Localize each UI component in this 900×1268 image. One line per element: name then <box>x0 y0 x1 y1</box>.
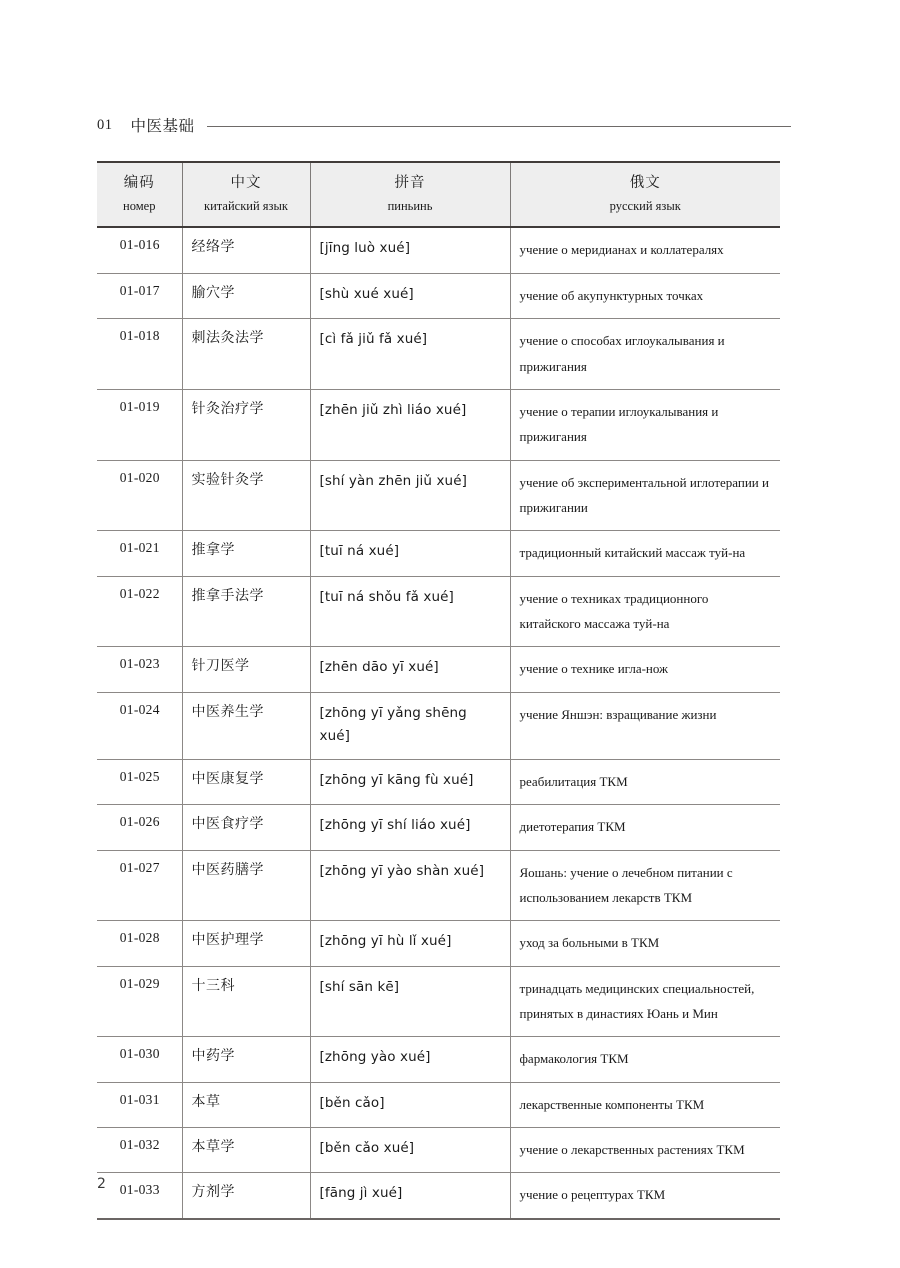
cell-chinese: 中医食疗学 <box>182 805 310 850</box>
cell-russian: учение Яншэн: взращивание жизни <box>510 692 780 759</box>
cell-pinyin: [zhōng yī shí liáo xué] <box>310 805 510 850</box>
table-row <box>97 319 780 390</box>
cell-pinyin: [shí sān kē] <box>310 966 510 1037</box>
table-row <box>97 531 780 576</box>
cell-code: 01-031 <box>97 1082 182 1127</box>
cell-code: 01-027 <box>97 850 182 921</box>
table-row <box>97 1082 780 1127</box>
cell-russian: учение о рецептурах ТКМ <box>510 1173 780 1219</box>
table-row <box>97 759 780 804</box>
running-head-section-title: 中医基础 <box>130 117 195 135</box>
cell-code: 01-020 <box>97 460 182 531</box>
cell-pinyin: [zhōng yī hù lǐ xué] <box>310 921 510 966</box>
cell-russian: учение о техниках традиционного китайского массажа туй-на <box>510 576 780 647</box>
cell-russian: реабилитация ТКМ <box>510 759 780 804</box>
cell-pinyin: [shù xué xué] <box>310 273 510 318</box>
cell-pinyin: [cì fǎ jiǔ fǎ xué] <box>310 319 510 390</box>
cell-chinese: 中医护理学 <box>182 921 310 966</box>
table-row <box>97 227 780 273</box>
table-row <box>97 1037 780 1082</box>
cell-pinyin: [zhōng yī yǎng shēng xué] <box>310 692 510 759</box>
cell-code: 01-025 <box>97 759 182 804</box>
glossary-table <box>97 161 780 1220</box>
table-row <box>97 460 780 531</box>
cell-chinese: 针灸治疗学 <box>182 389 310 460</box>
cell-code: 01-022 <box>97 576 182 647</box>
cell-russian: учение о терапии иглоукалывания и прижигания <box>510 389 780 460</box>
column-header-russian <box>510 162 780 227</box>
cell-code: 01-029 <box>97 966 182 1037</box>
cell-pinyin: [zhēn dāo yī xué] <box>310 647 510 692</box>
column-header-chinese <box>182 162 310 227</box>
column-header-chinese-ru: китайский язык <box>204 199 288 214</box>
column-header-pinyin-zh: 拼音 <box>394 175 426 191</box>
cell-russian: тринадцать медицинских специальностей, принятых в династиях Юань и Мин <box>510 966 780 1037</box>
cell-chinese: 中医养生学 <box>182 692 310 759</box>
cell-russian: учение о меридианах и коллатералях <box>510 227 780 273</box>
table-row <box>97 1173 780 1219</box>
cell-chinese: 方剂学 <box>182 1173 310 1219</box>
table-row <box>97 389 780 460</box>
cell-pinyin: [tuī ná shǒu fǎ xué] <box>310 576 510 647</box>
cell-chinese: 本草学 <box>182 1127 310 1172</box>
cell-russian: диетотерапия ТКМ <box>510 805 780 850</box>
cell-pinyin: [fāng jì xué] <box>310 1173 510 1219</box>
cell-chinese: 实验针灸学 <box>182 460 310 531</box>
column-header-pinyin <box>310 162 510 227</box>
cell-pinyin: [tuī ná xué] <box>310 531 510 576</box>
table-header <box>97 162 780 227</box>
column-header-code <box>97 162 182 227</box>
table-row <box>97 647 780 692</box>
cell-code: 01-024 <box>97 692 182 759</box>
cell-pinyin: [jīng luò xué] <box>310 227 510 273</box>
page-folio: 2 <box>97 1176 106 1192</box>
table-header-row <box>97 162 780 227</box>
cell-code: 01-030 <box>97 1037 182 1082</box>
cell-pinyin: [běn cǎo] <box>310 1082 510 1127</box>
cell-chinese: 本草 <box>182 1082 310 1127</box>
table-row <box>97 921 780 966</box>
column-header-russian-zh: 俄文 <box>629 175 661 191</box>
running-head-section-number: 01 <box>97 116 113 133</box>
cell-russian: учение об экспериментальной иглотерапии и прижигании <box>510 460 780 531</box>
cell-pinyin: [zhōng yī kāng fù xué] <box>310 759 510 804</box>
cell-russian: учение о технике игла-нож <box>510 647 780 692</box>
cell-pinyin: [běn cǎo xué] <box>310 1127 510 1172</box>
cell-chinese: 十三科 <box>182 966 310 1037</box>
cell-chinese: 中医药膳学 <box>182 850 310 921</box>
cell-chinese: 针刀医学 <box>182 647 310 692</box>
cell-chinese: 腧穴学 <box>182 273 310 318</box>
cell-pinyin: [zhōng yī yào shàn xué] <box>310 850 510 921</box>
cell-code: 01-033 <box>97 1173 182 1219</box>
column-header-code-ru: номер <box>123 199 156 214</box>
cell-chinese: 推拿手法学 <box>182 576 310 647</box>
running-head <box>97 112 791 138</box>
cell-chinese: 中药学 <box>182 1037 310 1082</box>
table-row <box>97 273 780 318</box>
running-head-rule <box>207 126 791 127</box>
cell-code: 01-028 <box>97 921 182 966</box>
cell-code: 01-017 <box>97 273 182 318</box>
cell-russian: фармакология ТКМ <box>510 1037 780 1082</box>
cell-pinyin: [shí yàn zhēn jiǔ xué] <box>310 460 510 531</box>
cell-code: 01-021 <box>97 531 182 576</box>
cell-russian: уход за больными в ТКМ <box>510 921 780 966</box>
cell-pinyin: [zhēn jiǔ zhì liáo xué] <box>310 389 510 460</box>
table-row <box>97 576 780 647</box>
cell-chinese: 中医康复学 <box>182 759 310 804</box>
cell-chinese: 推拿学 <box>182 531 310 576</box>
cell-russian: учение о лекарственных растениях ТКМ <box>510 1127 780 1172</box>
column-header-code-zh: 编码 <box>123 175 155 191</box>
cell-russian: учение о способах иглоукалывания и прижигания <box>510 319 780 390</box>
cell-russian: учение об акупунктурных точках <box>510 273 780 318</box>
cell-chinese: 经络学 <box>182 227 310 273</box>
cell-code: 01-019 <box>97 389 182 460</box>
glossary-table-container <box>97 161 780 1220</box>
cell-code: 01-016 <box>97 227 182 273</box>
cell-russian: Яошань: учение о лечебном питании с использованием лекарств ТКМ <box>510 850 780 921</box>
table-body <box>97 227 780 1218</box>
cell-pinyin: [zhōng yào xué] <box>310 1037 510 1082</box>
cell-chinese: 刺法灸法学 <box>182 319 310 390</box>
column-header-russian-ru: русский язык <box>609 199 681 214</box>
cell-code: 01-032 <box>97 1127 182 1172</box>
cell-russian: традиционный китайский массаж туй-на <box>510 531 780 576</box>
column-header-chinese-zh: 中文 <box>230 175 262 191</box>
table-row <box>97 1127 780 1172</box>
column-header-pinyin-ru: пиньинь <box>387 199 433 214</box>
cell-code: 01-026 <box>97 805 182 850</box>
table-row <box>97 805 780 850</box>
table-row <box>97 966 780 1037</box>
cell-russian: лекарственные компоненты ТКМ <box>510 1082 780 1127</box>
table-row <box>97 692 780 759</box>
cell-code: 01-018 <box>97 319 182 390</box>
table-row <box>97 850 780 921</box>
cell-code: 01-023 <box>97 647 182 692</box>
